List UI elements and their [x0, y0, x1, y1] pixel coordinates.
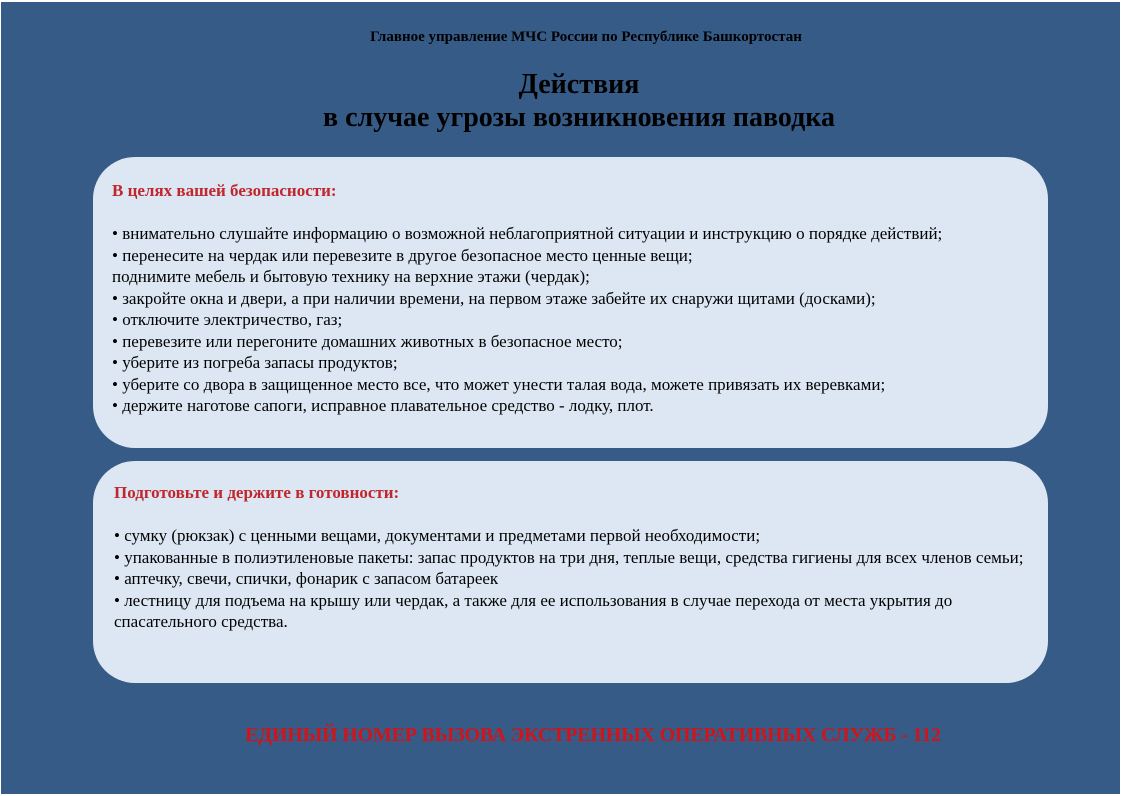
list-item: • перевезите или перегоните домашних животных в безопасное место; [112, 331, 623, 351]
list-item: • аптечку, свечи, спички, фонарик с запасом батареек [114, 569, 499, 588]
list-item: поднимите мебель и бытовую технику на верхние этажи (чердак); [112, 267, 590, 286]
page-title [1, 68, 1121, 134]
list-item: • внимательно слушайте информацию о возможной неблагоприятной ситуации и инструкцию о порядке действий; [112, 224, 943, 243]
list-item: • держите наготове сапоги, исправное плавательное средство - лодку, плот. [112, 396, 654, 415]
safety-list [112, 223, 1042, 417]
list-item: • лестницу для подъема на крышу или чердак, а также для ее использования в случае перехода от места укрытия до спасательного средства. [114, 590, 953, 631]
list-item: • уберите со двора в защищенное место все, что может унести талая вода, можете привязать их веревками; [112, 374, 886, 394]
emergency-number-banner: ЕДИНЫЙ НОМЕР ВЫЗОВА ЭКСТРЕННЫХ ОПЕРАТИВНЫХ СЛУЖБ - 112 [245, 724, 941, 746]
list-item: • уберите из погреба запасы продуктов; [112, 353, 398, 372]
list-item: • закройте окна и двери, а при наличии времени, на первом этаже забейте их снаружи щитами (досками); [112, 288, 876, 308]
list-item: • перенесите на чердак или перевезите в другое безопасное место ценные вещи; [112, 245, 693, 265]
title-line-1: Действия [518, 69, 640, 100]
prepare-panel [93, 461, 1048, 683]
title-line-2: в случае угрозы возникновения паводка [323, 102, 835, 133]
slide-background [1, 2, 1120, 794]
prepare-heading: Подготовьте и держите в готовности: [114, 483, 400, 502]
list-item: • упакованные в полиэтиленовые пакеты: запас продуктов на три дня, теплые вещи, средства гигиены для всех членов семьи; [114, 547, 1024, 567]
list-item: • отключите электричество, газ; [112, 310, 343, 329]
safety-heading: В целях вашей безопасности: [112, 181, 337, 200]
list-item: • сумку (рюкзак) с ценными вещами, документами и предметами первой необходимости; [114, 526, 761, 545]
prepare-list [114, 525, 1056, 633]
safety-panel [93, 157, 1048, 448]
organization-name: Главное управление МЧС России по Республике Башкортостан [370, 29, 802, 45]
